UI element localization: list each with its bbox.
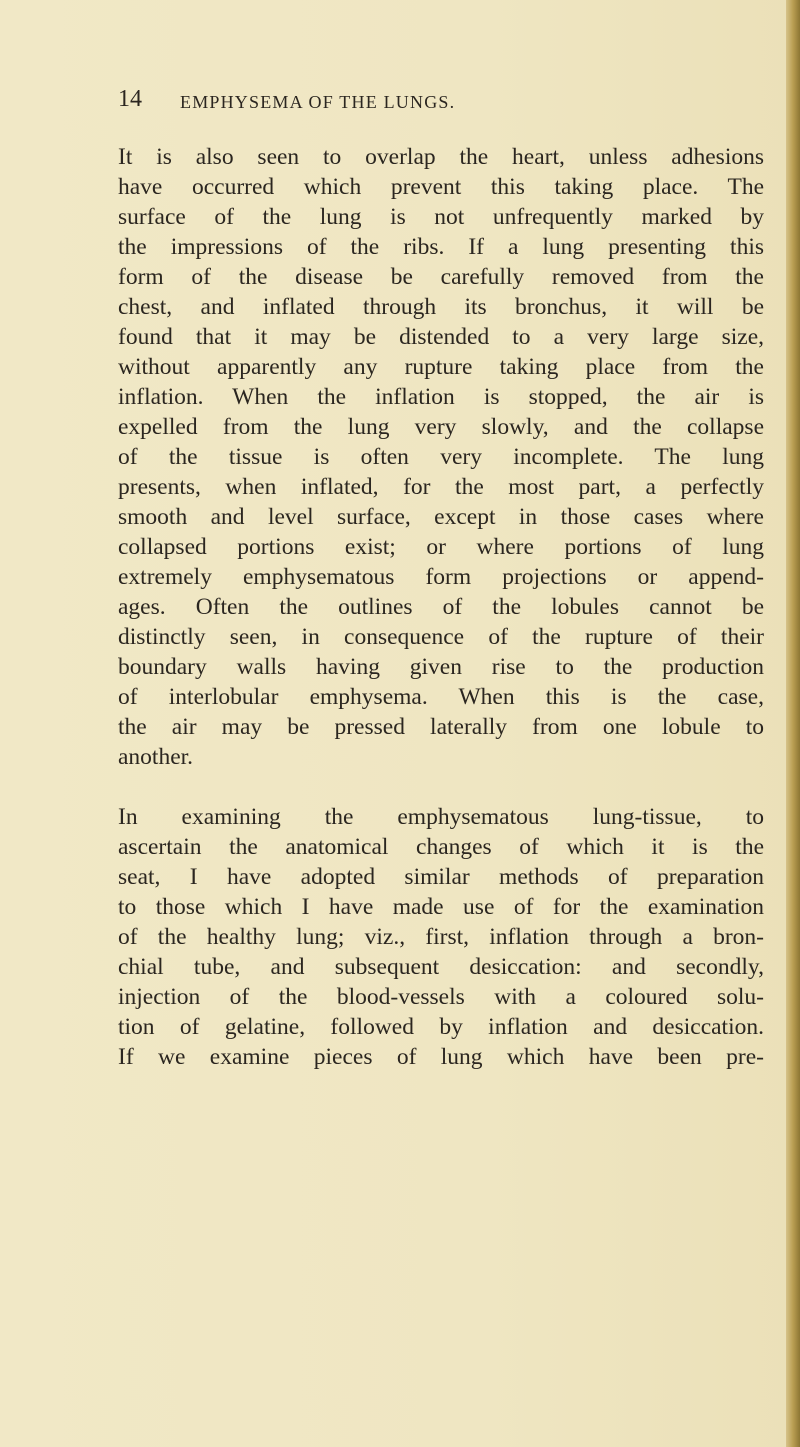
paragraph-1 — [118, 142, 764, 772]
running-head: EMPHYSEMA OF THE LUNGS. — [180, 92, 456, 112]
text-line: smooth and level surface, except in those cases where — [118, 504, 764, 530]
text-line: seat, I have adopted similar methods of preparation — [118, 864, 764, 890]
text-line: of the tissue is often very incomplete. The lung — [118, 444, 764, 470]
text-line: without apparently any rupture taking place from the — [118, 354, 764, 380]
text-line: another. — [118, 744, 194, 770]
text-line: the impressions of the ribs. If a lung presenting this — [118, 234, 764, 260]
text-line: the air may be pressed laterally from one lobule to — [118, 714, 764, 740]
text-line: form of the disease be carefully removed from the — [118, 264, 764, 290]
text-line: of interlobular emphysema. When this is the case, — [118, 684, 764, 710]
text-line: presents, when inflated, for the most part, a perfectly — [118, 474, 764, 500]
text-line: injection of the blood-vessels with a coloured solu- — [118, 984, 764, 1010]
text-line: boundary walls having given rise to the production — [118, 654, 764, 680]
paragraph-2 — [118, 802, 764, 1072]
body-text — [118, 142, 764, 1072]
text-line: ages. Often the outlines of the lobules cannot be — [118, 594, 764, 620]
page-number: 14 — [118, 86, 142, 112]
text-line: found that it may be distended to a very large size, — [118, 324, 764, 350]
text-line: surface of the lung is not unfrequently marked by — [118, 204, 764, 230]
text-line: inflation. When the inflation is stopped, the air is — [118, 384, 764, 410]
text-line: distinctly seen, in consequence of the rupture of their — [118, 624, 764, 650]
text-line: If we examine pieces of lung which have been pre- — [118, 1044, 764, 1070]
text-line: chest, and inflated through its bronchus, it will be — [118, 294, 764, 320]
text-line: to those which I have made use of for the examination — [118, 894, 764, 920]
page-edge — [786, 0, 800, 1447]
text-line: expelled from the lung very slowly, and the collapse — [118, 414, 764, 440]
text-line: chial tube, and subsequent desiccation: and secondly, — [118, 954, 764, 980]
text-line: of the healthy lung; viz., first, inflation through a bron- — [118, 924, 764, 950]
text-line: In examining the emphysematous lung-tissue, to — [118, 804, 764, 830]
text-line: collapsed portions exist; or where portions of lung — [118, 534, 764, 560]
text-line: extremely emphysematous form projections or append- — [118, 564, 764, 590]
text-line: tion of gelatine, followed by inflation and desiccation. — [118, 1014, 764, 1040]
text-line: have occurred which prevent this taking place. The — [118, 174, 764, 200]
text-line: It is also seen to overlap the heart, unless adhesions — [118, 144, 764, 170]
text-line: ascertain the anatomical changes of which it is the — [118, 834, 764, 860]
